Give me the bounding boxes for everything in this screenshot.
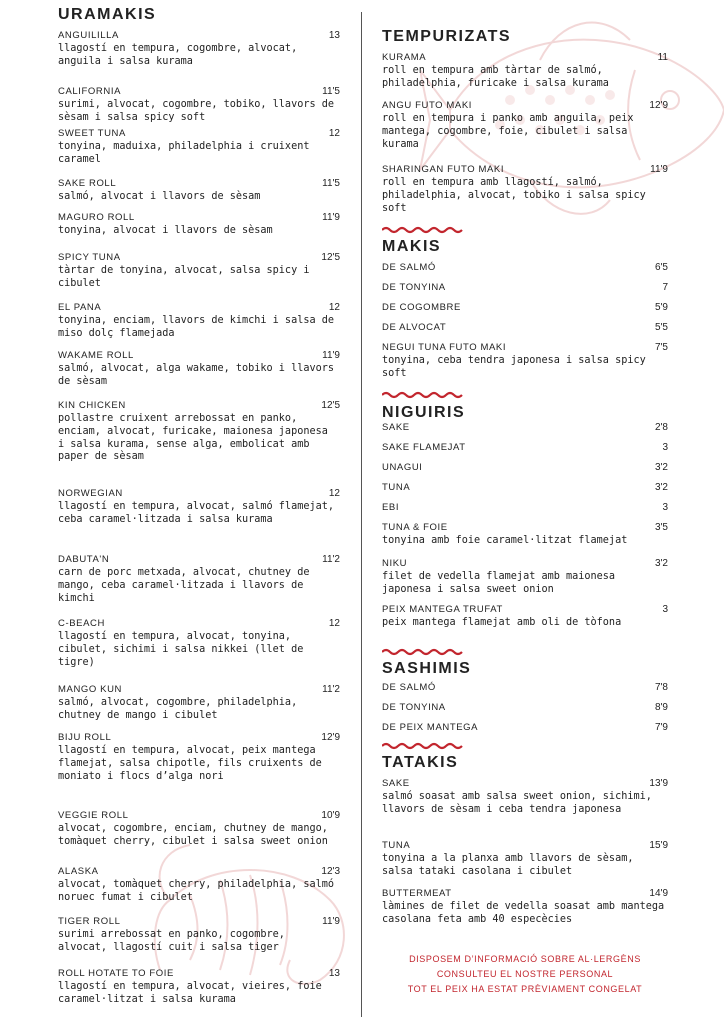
section-title-uramakis: URAMAKIS bbox=[58, 6, 157, 23]
menu-item-description: tonyina amb foie caramel·litzat flamejat bbox=[382, 535, 628, 546]
menu-item-name: BUTTERMEAT bbox=[382, 888, 452, 899]
menu-item-header bbox=[58, 732, 340, 743]
menu-item-header bbox=[58, 302, 340, 313]
menu-item-description: roll en tempura amb tàrtar de salmó, philadelphia, furicake i salsa kurama bbox=[382, 65, 609, 89]
menu-item-price: 7 bbox=[662, 282, 668, 293]
menu-item-name: UNAGUI bbox=[382, 462, 423, 473]
menu-item-price: 3 bbox=[662, 442, 668, 453]
menu-item-name: EBI bbox=[382, 502, 400, 513]
menu-item-description: llagostí en tempura, alvocat, peix mantega flamejat, salsa chipotle, fils cruixents de moniato i flocs d’alga nori bbox=[58, 745, 322, 782]
menu-item-price: 5'5 bbox=[654, 322, 668, 333]
wave-divider-icon bbox=[382, 226, 464, 234]
menu-item bbox=[58, 212, 340, 238]
menu-item-price: 12 bbox=[328, 618, 340, 629]
menu-item-description: llagostí en tempura, alvocat, salmó flamejat, ceba caramel·litzada i salsa kurama bbox=[58, 501, 335, 525]
menu-item-price: 10'9 bbox=[321, 810, 340, 821]
menu-item bbox=[58, 684, 340, 723]
menu-item-header bbox=[58, 968, 340, 979]
menu-item-description: tonyina a la planxa amb llavors de sèsam, salsa tataki casolana i cibulet bbox=[382, 853, 634, 877]
menu-item-name: NEGUI TUNA FUTO MAKI bbox=[382, 342, 507, 353]
menu-item-name: SHARINGAN FUTO MAKI bbox=[382, 164, 505, 175]
menu-item-price: 11'2 bbox=[322, 684, 340, 695]
wave-divider-icon bbox=[382, 648, 464, 656]
menu-item bbox=[382, 778, 668, 817]
wave-divider-icon bbox=[382, 742, 464, 750]
footer-line: CONSULTEU EL NOSTRE PERSONAL bbox=[436, 969, 614, 979]
menu-item-header bbox=[58, 178, 340, 189]
menu-item-description: roll en tempura i panko amb anguila, peix mantega, cogombre, foie, cibulet i salsa kurama bbox=[382, 113, 634, 150]
menu-item-price: 13 bbox=[328, 30, 340, 41]
column-divider bbox=[361, 12, 362, 1017]
menu-item-header bbox=[58, 212, 340, 223]
wave-line bbox=[382, 393, 462, 397]
allergen-notice bbox=[382, 952, 668, 997]
menu-item-header bbox=[382, 888, 668, 899]
menu-item-price: 7'9 bbox=[654, 722, 668, 733]
menu-item bbox=[58, 968, 340, 1007]
menu-item-price: 12'9 bbox=[321, 732, 340, 743]
menu-item-name: VEGGIE ROLL bbox=[58, 810, 129, 821]
menu-item bbox=[382, 840, 668, 879]
menu-item-name: SAKE bbox=[382, 422, 410, 433]
menu-item bbox=[382, 282, 668, 293]
menu-item-name: TIGER ROLL bbox=[58, 916, 121, 927]
menu-item-name: TUNA & FOIE bbox=[382, 522, 448, 533]
section-title-makis: MAKIS bbox=[382, 238, 442, 255]
menu-item-header bbox=[58, 30, 340, 41]
menu-item-price: 11'9 bbox=[322, 916, 340, 927]
menu-item-description: tonyina, ceba tendra japonesa i salsa spicy soft bbox=[382, 355, 646, 379]
footer-line: DISPOSEM D’INFORMACIÓ SOBRE AL·LERGÈNS bbox=[409, 954, 641, 964]
menu-item-name: SWEET TUNA bbox=[58, 128, 126, 139]
menu-item bbox=[382, 462, 668, 473]
menu-item-description: tonyina, maduixa, philadelphia i cruixent caramel bbox=[58, 141, 310, 165]
menu-item bbox=[58, 916, 340, 955]
menu-item-header bbox=[58, 916, 340, 927]
menu-item-name: KURAMA bbox=[382, 52, 427, 63]
menu-item-description: roll en tempura amb llagostí, salmó, philadelphia, alvocat, tobiko i salsa spicy soft bbox=[382, 177, 646, 214]
menu-item bbox=[58, 86, 340, 125]
menu-item-name: DE ALVOCAT bbox=[382, 322, 447, 333]
menu-item-price: 12'3 bbox=[321, 866, 340, 877]
menu-item-description: surimi, alvocat, cogombre, tobiko, llavors de sèsam i salsa spicy soft bbox=[58, 99, 335, 123]
menu-item-name: ROLL HOTATE TO FOIE bbox=[58, 968, 174, 979]
menu-item-name: TUNA bbox=[382, 840, 411, 851]
menu-item-header bbox=[382, 778, 668, 789]
menu-item-header bbox=[58, 866, 340, 877]
menu-item-header bbox=[382, 722, 668, 733]
menu-item-price: 5'9 bbox=[654, 302, 668, 313]
menu-item bbox=[382, 164, 668, 215]
menu-item bbox=[382, 604, 668, 630]
menu-item-name: DE TONYINA bbox=[382, 282, 446, 293]
menu-item bbox=[58, 866, 340, 905]
menu-item-description: làmines de filet de vedella soasat amb mantega casolana feta amb 40 especècies bbox=[382, 901, 665, 925]
menu-item-header bbox=[58, 252, 340, 263]
menu-item-description: salmó, alvocat, cogombre, philadelphia, chutney de mango i cibulet bbox=[58, 697, 298, 721]
menu-item-price: 11'9 bbox=[650, 164, 668, 175]
menu-item-description: filet de vedella flamejat amb maionesa japonesa i salsa sweet onion bbox=[382, 571, 616, 595]
menu-item-price: 7'8 bbox=[654, 682, 668, 693]
menu-item bbox=[382, 682, 668, 693]
menu-item-header bbox=[382, 702, 668, 713]
menu-item bbox=[58, 252, 340, 291]
wave-line bbox=[382, 744, 462, 748]
menu-item-name: ANGU FUTO MAKI bbox=[382, 100, 473, 111]
menu-item-price: 8'9 bbox=[654, 702, 668, 713]
menu-item-description: surimi arrebossat en panko, cogombre, alvocat, llagostí cuit i salsa tiger bbox=[58, 929, 285, 953]
menu-item bbox=[58, 128, 340, 167]
menu-item-header bbox=[382, 840, 668, 851]
menu-item-header bbox=[58, 810, 340, 821]
menu-item bbox=[382, 888, 668, 927]
menu-item bbox=[382, 342, 668, 381]
menu-item bbox=[382, 422, 668, 433]
menu-item-price: 13 bbox=[328, 968, 340, 979]
menu-item-price: 3 bbox=[662, 502, 668, 513]
menu-item-header bbox=[58, 350, 340, 361]
wave-line bbox=[382, 228, 462, 232]
menu-item-name: CALIFORNIA bbox=[58, 86, 122, 97]
menu-item-header bbox=[382, 422, 668, 433]
menu-item-price: 11'2 bbox=[322, 554, 340, 565]
menu-item bbox=[382, 100, 668, 151]
menu-item-price: 3'2 bbox=[654, 482, 668, 493]
section-title-tatakis: TATAKIS bbox=[382, 754, 459, 771]
menu-item-description: salmó, alvocat i llavors de sèsam bbox=[58, 191, 261, 202]
menu-item bbox=[382, 558, 668, 597]
menu-item bbox=[382, 262, 668, 273]
menu-item-description: llagostí en tempura, alvocat, vieires, foie caramel·litzat i salsa kurama bbox=[58, 981, 322, 1005]
menu-item bbox=[382, 302, 668, 313]
menu-item-description: peix mantega flamejat amb oli de tòfona bbox=[382, 617, 622, 628]
menu-item-price: 3'5 bbox=[654, 522, 668, 533]
menu-item-name: TUNA bbox=[382, 482, 411, 493]
section-title-niguiris: NIGUIRIS bbox=[382, 404, 466, 421]
menu-item bbox=[58, 350, 340, 389]
menu-item-price: 14'9 bbox=[649, 888, 668, 899]
menu-item-name: PEIX MANTEGA TRUFAT bbox=[382, 604, 503, 615]
menu-item-header bbox=[382, 482, 668, 493]
menu-item-header bbox=[58, 128, 340, 139]
menu-item-price: 12 bbox=[328, 302, 340, 313]
menu-item-description: llagostí en tempura, cogombre, alvocat, anguila i salsa kurama bbox=[58, 43, 298, 67]
wave-line bbox=[382, 650, 462, 654]
menu-item-header bbox=[382, 52, 668, 63]
menu-item-price: 11 bbox=[657, 52, 668, 63]
menu-item-name: DE TONYINA bbox=[382, 702, 446, 713]
menu-item-header bbox=[382, 164, 668, 175]
menu-item-name: SAKE ROLL bbox=[58, 178, 117, 189]
menu-item-header bbox=[58, 684, 340, 695]
menu-item-price: 12'5 bbox=[321, 400, 340, 411]
menu-item-name: WAKAME ROLL bbox=[58, 350, 134, 361]
menu-item-price: 13'9 bbox=[649, 778, 668, 789]
menu-item bbox=[58, 554, 340, 605]
menu-item bbox=[382, 322, 668, 333]
menu-item-name: NORWEGIAN bbox=[58, 488, 123, 499]
menu-item-name: DABUTA'N bbox=[58, 554, 110, 565]
menu-item-description: alvocat, tomàquet cherry, philadelphia, salmó noruec fumat i cibulet bbox=[58, 879, 335, 903]
menu-item-description: carn de porc metxada, alvocat, chutney de mango, ceba caramel·litzada i llavors de kimchi bbox=[58, 567, 310, 604]
section-title-sashimis: SASHIMIS bbox=[382, 660, 472, 677]
menu-item-price: 7'5 bbox=[654, 342, 668, 353]
menu-item bbox=[382, 702, 668, 713]
menu-item-header bbox=[382, 604, 668, 615]
menu-item-header bbox=[382, 302, 668, 313]
menu-item-price: 11'5 bbox=[322, 86, 340, 97]
menu-item-header bbox=[382, 322, 668, 333]
menu-item-header bbox=[58, 400, 340, 411]
menu-item-description: salmó soasat amb salsa sweet onion, sichimi, llavors de sèsam i ceba tendra japonesa bbox=[382, 791, 652, 815]
menu-item bbox=[382, 722, 668, 733]
menu-item bbox=[58, 302, 340, 341]
menu-item-header bbox=[382, 502, 668, 513]
menu-item-name: C-BEACH bbox=[58, 618, 105, 629]
menu-item-name: SPICY TUNA bbox=[58, 252, 121, 263]
menu-item bbox=[58, 810, 340, 849]
menu-item bbox=[382, 502, 668, 513]
menu-item-name: DE SALMÓ bbox=[382, 262, 436, 273]
menu-item-price: 12 bbox=[328, 488, 340, 499]
menu-item-price: 15'9 bbox=[649, 840, 668, 851]
menu-item-header bbox=[382, 462, 668, 473]
menu-item-description: alvocat, cogombre, enciam, chutney de mango, tomàquet cherry, cibulet i salsa sweet onion bbox=[58, 823, 328, 847]
menu-item-name: ANGUILILLA bbox=[58, 30, 119, 41]
menu-item-price: 11'9 bbox=[322, 350, 340, 361]
menu-item bbox=[382, 442, 668, 453]
menu-item-description: tonyina, enciam, llavors de kimchi i salsa de miso dolç flamejada bbox=[58, 315, 335, 339]
menu-item-description: salmó, alvocat, alga wakame, tobiko i llavors de sèsam bbox=[58, 363, 335, 387]
wave-divider-icon bbox=[382, 391, 464, 399]
menu-item bbox=[58, 488, 340, 527]
footer-line: TOT EL PEIX HA ESTAT PRÈVIAMENT CONGELAT bbox=[407, 984, 643, 994]
menu-item-name: EL PANA bbox=[58, 302, 102, 313]
menu-item-header bbox=[58, 86, 340, 97]
menu-item bbox=[58, 400, 340, 464]
menu-item-price: 12'5 bbox=[321, 252, 340, 263]
section-title-tempurizats: TEMPURIZATS bbox=[382, 28, 512, 45]
menu-item bbox=[58, 30, 340, 69]
menu-item bbox=[382, 52, 668, 91]
menu-item-description: llagostí en tempura, alvocat, tonyina, cibulet, sichimi i salsa nikkei (llet de tigre) bbox=[58, 631, 304, 668]
menu-item-price: 12'9 bbox=[649, 100, 668, 111]
menu-item-header bbox=[382, 442, 668, 453]
menu-item-price: 2'8 bbox=[654, 422, 668, 433]
menu-item-header bbox=[382, 522, 668, 533]
menu-item-price: 6'5 bbox=[654, 262, 668, 273]
menu-item bbox=[58, 618, 340, 669]
menu-item-name: ALASKA bbox=[58, 866, 99, 877]
menu-item-header bbox=[382, 342, 668, 353]
menu-item-price: 11'5 bbox=[322, 178, 340, 189]
menu-item bbox=[382, 482, 668, 493]
menu-item-price: 3 bbox=[662, 604, 668, 615]
menu-item-price: 12 bbox=[328, 128, 340, 139]
menu-item-name: NIKU bbox=[382, 558, 408, 569]
menu-item-header bbox=[58, 618, 340, 629]
menu-item-name: DE COGOMBRE bbox=[382, 302, 461, 313]
menu-item-header bbox=[382, 282, 668, 293]
menu-item bbox=[382, 522, 668, 548]
menu-item-header bbox=[382, 558, 668, 569]
menu-item-name: DE PEIX MANTEGA bbox=[382, 722, 479, 733]
menu-item-name: SAKE FLAMEJAT bbox=[382, 442, 466, 453]
menu-item-name: MANGO KUN bbox=[58, 684, 122, 695]
menu-item-price: 3'2 bbox=[654, 558, 668, 569]
menu-item-header bbox=[382, 682, 668, 693]
menu-item-header bbox=[382, 262, 668, 273]
menu-item-price: 3'2 bbox=[654, 462, 668, 473]
menu-item-header bbox=[58, 488, 340, 499]
menu-item-name: BIJU ROLL bbox=[58, 732, 112, 743]
menu-item bbox=[58, 178, 340, 204]
menu-item-name: KIN CHICKEN bbox=[58, 400, 126, 411]
menu-item-description: pollastre cruixent arrebossat en panko, enciam, alvocat, furicake, maionesa japonesa i salsa kurama, sense alga, embolicat amb paper de sèsam bbox=[58, 413, 328, 463]
menu-item-price: 11'9 bbox=[322, 212, 340, 223]
menu-item-name: DE SALMÓ bbox=[382, 682, 436, 693]
menu-item-description: tàrtar de tonyina, alvocat, salsa spicy i cibulet bbox=[58, 265, 310, 289]
menu-item-name: SAKE bbox=[382, 778, 410, 789]
menu-item-name: MAGURO ROLL bbox=[58, 212, 135, 223]
menu-item-header bbox=[58, 554, 340, 565]
menu-item-header bbox=[382, 100, 668, 111]
menu-item bbox=[58, 732, 340, 783]
menu-item-description: tonyina, alvocat i llavors de sèsam bbox=[58, 225, 273, 236]
